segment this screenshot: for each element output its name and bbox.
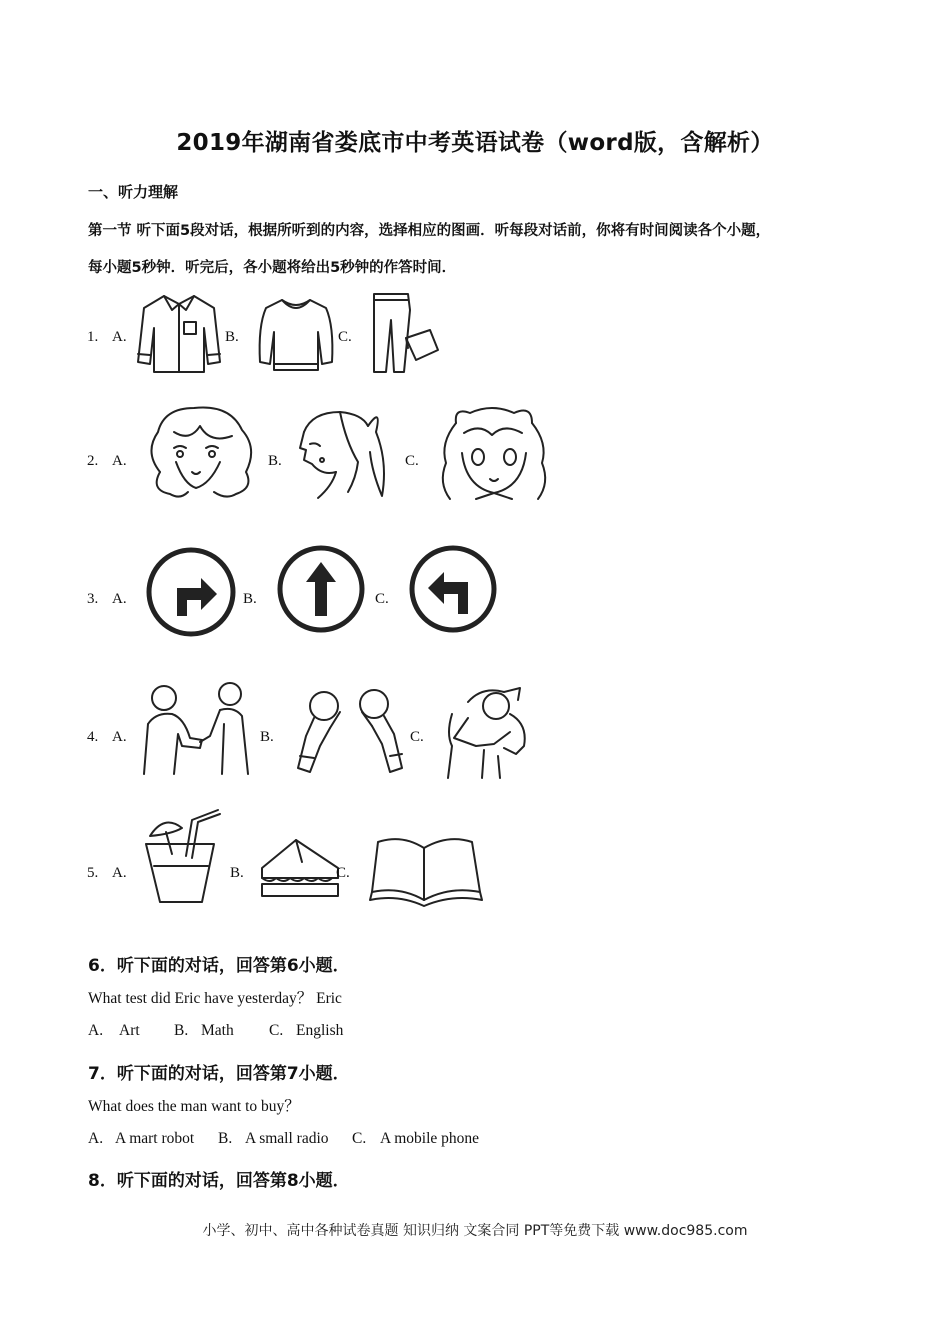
option-b-text[interactable]: A small radio <box>245 1130 329 1147</box>
shirt-icon <box>134 292 224 374</box>
question-number: 2. <box>87 453 99 469</box>
curly-hair-girl-icon <box>140 402 260 502</box>
option-b-letter: B. <box>174 1022 189 1039</box>
bowing-icon <box>290 684 416 778</box>
turn-left-sign-icon <box>406 542 500 636</box>
question-8-heading: 8．听下面的对话，回答第8小题． <box>88 1171 350 1191</box>
trousers-icon <box>368 290 440 376</box>
option-b-label: B. <box>230 865 244 881</box>
option-c-text[interactable]: English <box>296 1022 344 1039</box>
option-a-label: A. <box>112 329 127 345</box>
option-a-label: A. <box>112 865 127 881</box>
question-number: 5. <box>87 865 99 881</box>
question-number: 3. <box>87 591 99 607</box>
option-c-letter: C. <box>269 1022 284 1039</box>
question-7-heading: 7．听下面的对话，回答第7小题． <box>88 1064 350 1084</box>
option-c-label: C. <box>375 591 389 607</box>
handshake-icon <box>138 676 258 778</box>
page-footer: 小学、初中、高中各种试卷真题 知识归纳 文案合同 PPT等免费下载 www.doc985.com <box>202 1223 748 1239</box>
instruction-line-2: 每小题5秒钟．听完后，各小题将给出5秒钟的作答时间． <box>88 260 457 276</box>
option-a-label: A. <box>112 453 127 469</box>
drink-icon <box>138 810 230 906</box>
book-icon <box>366 834 484 908</box>
option-a-text[interactable]: A mart robot <box>115 1130 195 1147</box>
option-c-label: C. <box>405 453 419 469</box>
long-hair-girl-icon <box>436 403 552 503</box>
option-b-label: B. <box>225 329 239 345</box>
section-heading: 一、听力理解 <box>88 183 179 201</box>
go-straight-sign-icon <box>274 542 368 636</box>
question-6-heading: 6．听下面的对话，回答第6小题． <box>88 956 350 976</box>
ponytail-girl-icon <box>292 402 398 502</box>
question-7-text: What does the man want to buy？ <box>88 1098 300 1115</box>
option-a-text[interactable]: Art <box>119 1022 140 1039</box>
option-a-letter: A. <box>88 1130 104 1147</box>
turn-right-sign-icon <box>143 544 239 640</box>
hug-icon <box>438 684 534 780</box>
option-b-label: B. <box>243 591 257 607</box>
question-number: 4. <box>87 729 99 745</box>
option-b-label: B. <box>260 729 274 745</box>
instruction-line-1: 第一节 听下面5段对话，根据所听到的内容，选择相应的图画．听每段对话前，你将有时间阅读各个小题， <box>88 223 771 239</box>
option-a-label: A. <box>112 591 127 607</box>
sweater-icon <box>256 296 336 374</box>
sandwich-icon <box>256 834 342 904</box>
option-c-letter: C. <box>352 1130 367 1147</box>
option-a-letter: A. <box>88 1022 104 1039</box>
option-a-label: A. <box>112 729 127 745</box>
question-number: 1. <box>87 329 99 345</box>
question-6-text: What test did Eric have yesterday？ Eric <box>88 990 342 1007</box>
option-b-letter: B. <box>218 1130 233 1147</box>
option-c-text[interactable]: A mobile phone <box>380 1130 480 1147</box>
option-b-label: B. <box>268 453 282 469</box>
option-b-text[interactable]: Math <box>201 1022 234 1039</box>
option-c-label: C. <box>410 729 424 745</box>
option-c-label: C. <box>336 865 350 881</box>
page-title: 2019年湖南省娄底市中考英语试卷（word版，含解析） <box>176 130 774 156</box>
option-c-label: C. <box>338 329 352 345</box>
